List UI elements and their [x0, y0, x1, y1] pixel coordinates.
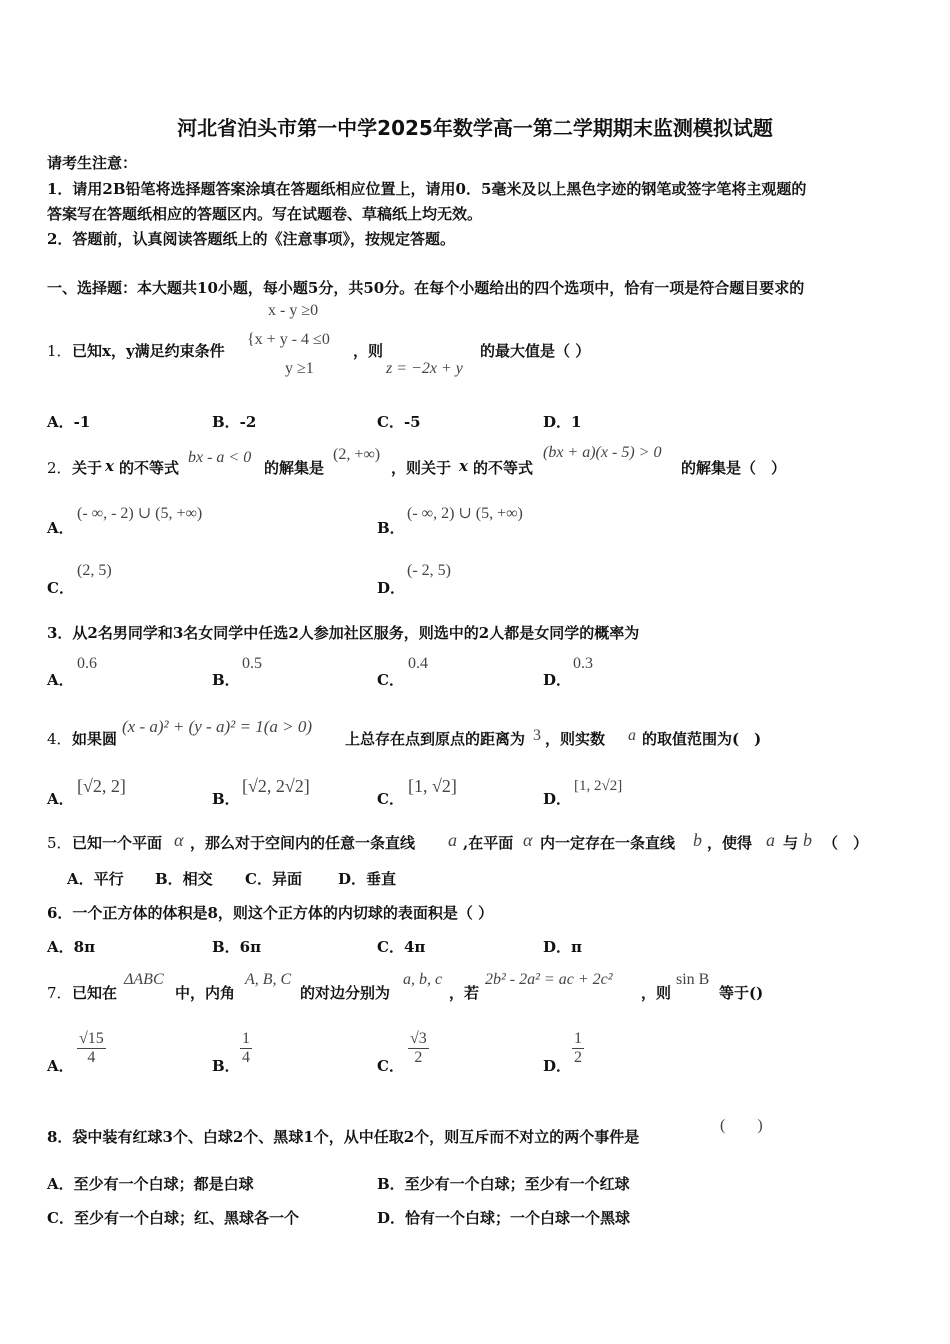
q1-text-c: 的最大值是（ ） [480, 342, 591, 360]
q2-text-6: 的解集是（ ） [681, 459, 787, 477]
q7-text-6: 等于() [719, 984, 764, 1002]
q2-label-c: C． [47, 579, 74, 597]
q7-text-5: ，则 [641, 984, 672, 1002]
q5-number: 5． [47, 834, 72, 852]
q7-option-a [77, 1030, 106, 1067]
q7-text-4: ，若 [449, 984, 480, 1002]
q1-option-d: D．1 [543, 413, 582, 431]
q7-angles: A, B, C [245, 971, 292, 988]
q7-option-d-numerator: 1 [574, 1030, 582, 1047]
q2-option-a: (- ∞, - 2) ∪ (5, +∞) [77, 505, 203, 522]
q5-line-b-1: b [693, 830, 702, 850]
q7-text-2: 中，内角 [175, 984, 236, 1002]
q7-triangle: ΔABC [124, 971, 164, 988]
q7-sin-b: sin B [676, 971, 710, 988]
q5-option-c: C．异面 [245, 870, 302, 888]
q1-constraint-3: y ≥1 [285, 360, 314, 377]
q7-option-c-numerator: √3 [410, 1030, 427, 1047]
q4-option-d: [1, 2√2] [574, 778, 623, 794]
q5-option-a: A．平行 [67, 870, 124, 888]
q5-text-2: ，那么对于空间内的任意一条直线 [190, 834, 416, 852]
q1-text-b: ，则 [353, 342, 384, 360]
q8-paren: ( ) [720, 1117, 763, 1134]
notice-item1-line2: 答案写在答题纸相应的答题区内。写在试题卷、草稿纸上均无效。 [47, 205, 483, 223]
q7-sides: a, b, c [403, 971, 443, 988]
q7-label-b: B． [212, 1057, 240, 1075]
q7-option-a-denominator: 4 [87, 1049, 96, 1066]
q1-objective: z = −2x + y [386, 360, 463, 377]
q3-option-c: 0.4 [408, 655, 428, 672]
notice-item2: 2．答题前，认真阅读答题纸上的《注意事项》，按规定答题。 [47, 230, 455, 248]
q1-option-c: C．-5 [377, 413, 421, 431]
q2-text-5: 的不等式 [473, 459, 534, 477]
q5-text-4: 内一定存在一条直线 [540, 834, 676, 852]
q4-option-c: [1, √2] [408, 776, 457, 796]
q3-option-a: 0.6 [77, 655, 97, 672]
q2-text-4: ，则关于 [391, 459, 452, 477]
q5-text-5: ，使得 [707, 834, 753, 852]
q4-circle-equation: (x - a)² + (y - a)² = 1(a > 0) [122, 717, 312, 736]
q3-label-b: B． [212, 671, 240, 689]
section-heading: 一、选择题：本大题共10小题，每小题5分，共50分。在每个小题给出的四个选项中，恰有一项是符合题目要求的 [47, 279, 805, 297]
q8-text: 8．袋中装有红球3个、白球2个、黑球1个，从中任取2个，则互斥而不对立的两个事件是 [47, 1128, 640, 1146]
q7-text-3: 的对边分别为 [300, 984, 391, 1002]
q4-option-a: [√2, 2] [77, 776, 126, 796]
q5-plane-alpha-2: α [523, 830, 533, 850]
q5-text-6: 与 [783, 834, 799, 852]
q4-label-a: A． [47, 790, 74, 808]
q7-equation: 2b² - 2a² = ac + 2c² [485, 971, 613, 988]
q7-option-c [408, 1030, 429, 1067]
q7-option-a-numerator: √15 [79, 1030, 104, 1047]
q4-label-b: B． [212, 790, 240, 808]
q8-option-b: B．至少有一个白球；至少有一个红球 [377, 1175, 630, 1193]
q6-option-a: A．8π [47, 938, 96, 956]
q1-constraint-1: x - y ≥0 [268, 302, 319, 319]
notice-item1-line1: 1．请用2B铅笔将选择题答案涂填在答题纸相应位置上，请用0．5毫米及以上黑色字迹的钢笔或签字笔将主观题的 [47, 180, 807, 198]
q2-var-x-1: x [105, 457, 114, 475]
q1-number: 1． [47, 342, 72, 360]
q8-option-c: C．至少有一个白球；红、黑球各一个 [47, 1209, 299, 1227]
q2-option-b: (- ∞, 2) ∪ (5, +∞) [407, 505, 523, 522]
q5-text-7: （ ） [823, 834, 869, 852]
notice-heading: 请考生注意： [47, 154, 138, 172]
q3-label-a: A． [47, 671, 74, 689]
q4-label-d: D． [543, 790, 572, 808]
q3-label-d: D． [543, 671, 572, 689]
q7-option-b-numerator: 1 [242, 1030, 250, 1047]
q7-label-a: A． [47, 1057, 74, 1075]
q1-text-a: 已知x，y满足约束条件 [72, 342, 225, 360]
q4-text-2: 上总存在点到原点的距离为 [345, 730, 526, 748]
q3-text: 3．从2名男同学和3名女同学中任选2人参加社区服务，则选中的2人都是女同学的概率为 [47, 624, 640, 642]
q5-line-b-2: b [803, 830, 812, 850]
q7-option-d-denominator: 2 [574, 1049, 582, 1066]
q4-distance: 3 [533, 727, 541, 744]
q2-text-1: 关于 [72, 459, 103, 477]
q4-text-1: 如果圆 [72, 730, 118, 748]
q4-text-3: ，则实数 [545, 730, 606, 748]
q1-option-a: A．-1 [47, 413, 91, 431]
q2-label-b: B． [377, 519, 405, 537]
q3-option-d: 0.3 [573, 655, 593, 672]
q5-text-3: ,在平面 [463, 834, 514, 852]
q4-label-c: C． [377, 790, 404, 808]
q7-option-d [572, 1030, 584, 1067]
q3-option-b: 0.5 [242, 655, 262, 672]
q1-option-b: B．-2 [212, 413, 257, 431]
q5-option-d: D．垂直 [338, 870, 397, 888]
q5-option-b: B．相交 [155, 870, 213, 888]
q5-line-a-2: a [766, 830, 775, 850]
q2-label-d: D． [377, 579, 406, 597]
q4-text-4: 的取值范围为( ) [642, 730, 762, 748]
q6-text: 6．一个正方体的体积是8，则这个正方体的内切球的表面积是（ ） [47, 904, 494, 922]
q5-line-a-1: a [448, 830, 457, 850]
q7-label-c: C． [377, 1057, 404, 1075]
page-title: 河北省泊头市第一中学2025年数学高一第二学期期末监测模拟试题 [177, 116, 773, 140]
q4-number: 4． [47, 730, 72, 748]
q2-option-d: (- 2, 5) [407, 562, 451, 579]
q7-number: 7． [47, 984, 72, 1002]
q2-inequality-2: (bx + a)(x - 5) > 0 [543, 444, 662, 461]
q2-text-2: 的不等式 [119, 459, 180, 477]
q2-number: 2． [47, 459, 72, 477]
q8-option-d: D．恰有一个白球；一个白球一个黑球 [377, 1209, 631, 1227]
q2-text-3: 的解集是 [264, 459, 325, 477]
q7-label-d: D． [543, 1057, 572, 1075]
q5-plane-alpha-1: α [174, 830, 184, 850]
q4-var-a: a [628, 727, 636, 744]
q2-option-c: (2, 5) [77, 562, 112, 579]
q7-option-b [240, 1030, 252, 1067]
q4-option-b: [√2, 2√2] [242, 776, 310, 796]
q1-constraint-2: {x + y - 4 ≤0 [247, 331, 330, 348]
q6-option-c: C．4π [377, 938, 426, 956]
q6-option-b: B．6π [212, 938, 262, 956]
q6-option-d: D．π [543, 938, 582, 956]
q7-text-1: 已知在 [72, 984, 118, 1002]
q7-option-b-denominator: 4 [242, 1049, 250, 1066]
q2-solution-set: (2, +∞) [333, 446, 381, 463]
q2-var-x-2: x [459, 457, 468, 475]
q2-inequality-1: bx - a < 0 [188, 449, 252, 466]
q7-option-c-denominator: 2 [414, 1049, 423, 1066]
q3-label-c: C． [377, 671, 404, 689]
q5-text-1: 已知一个平面 [72, 834, 163, 852]
q8-option-a: A．至少有一个白球；都是白球 [47, 1175, 254, 1193]
q2-label-a: A． [47, 519, 74, 537]
